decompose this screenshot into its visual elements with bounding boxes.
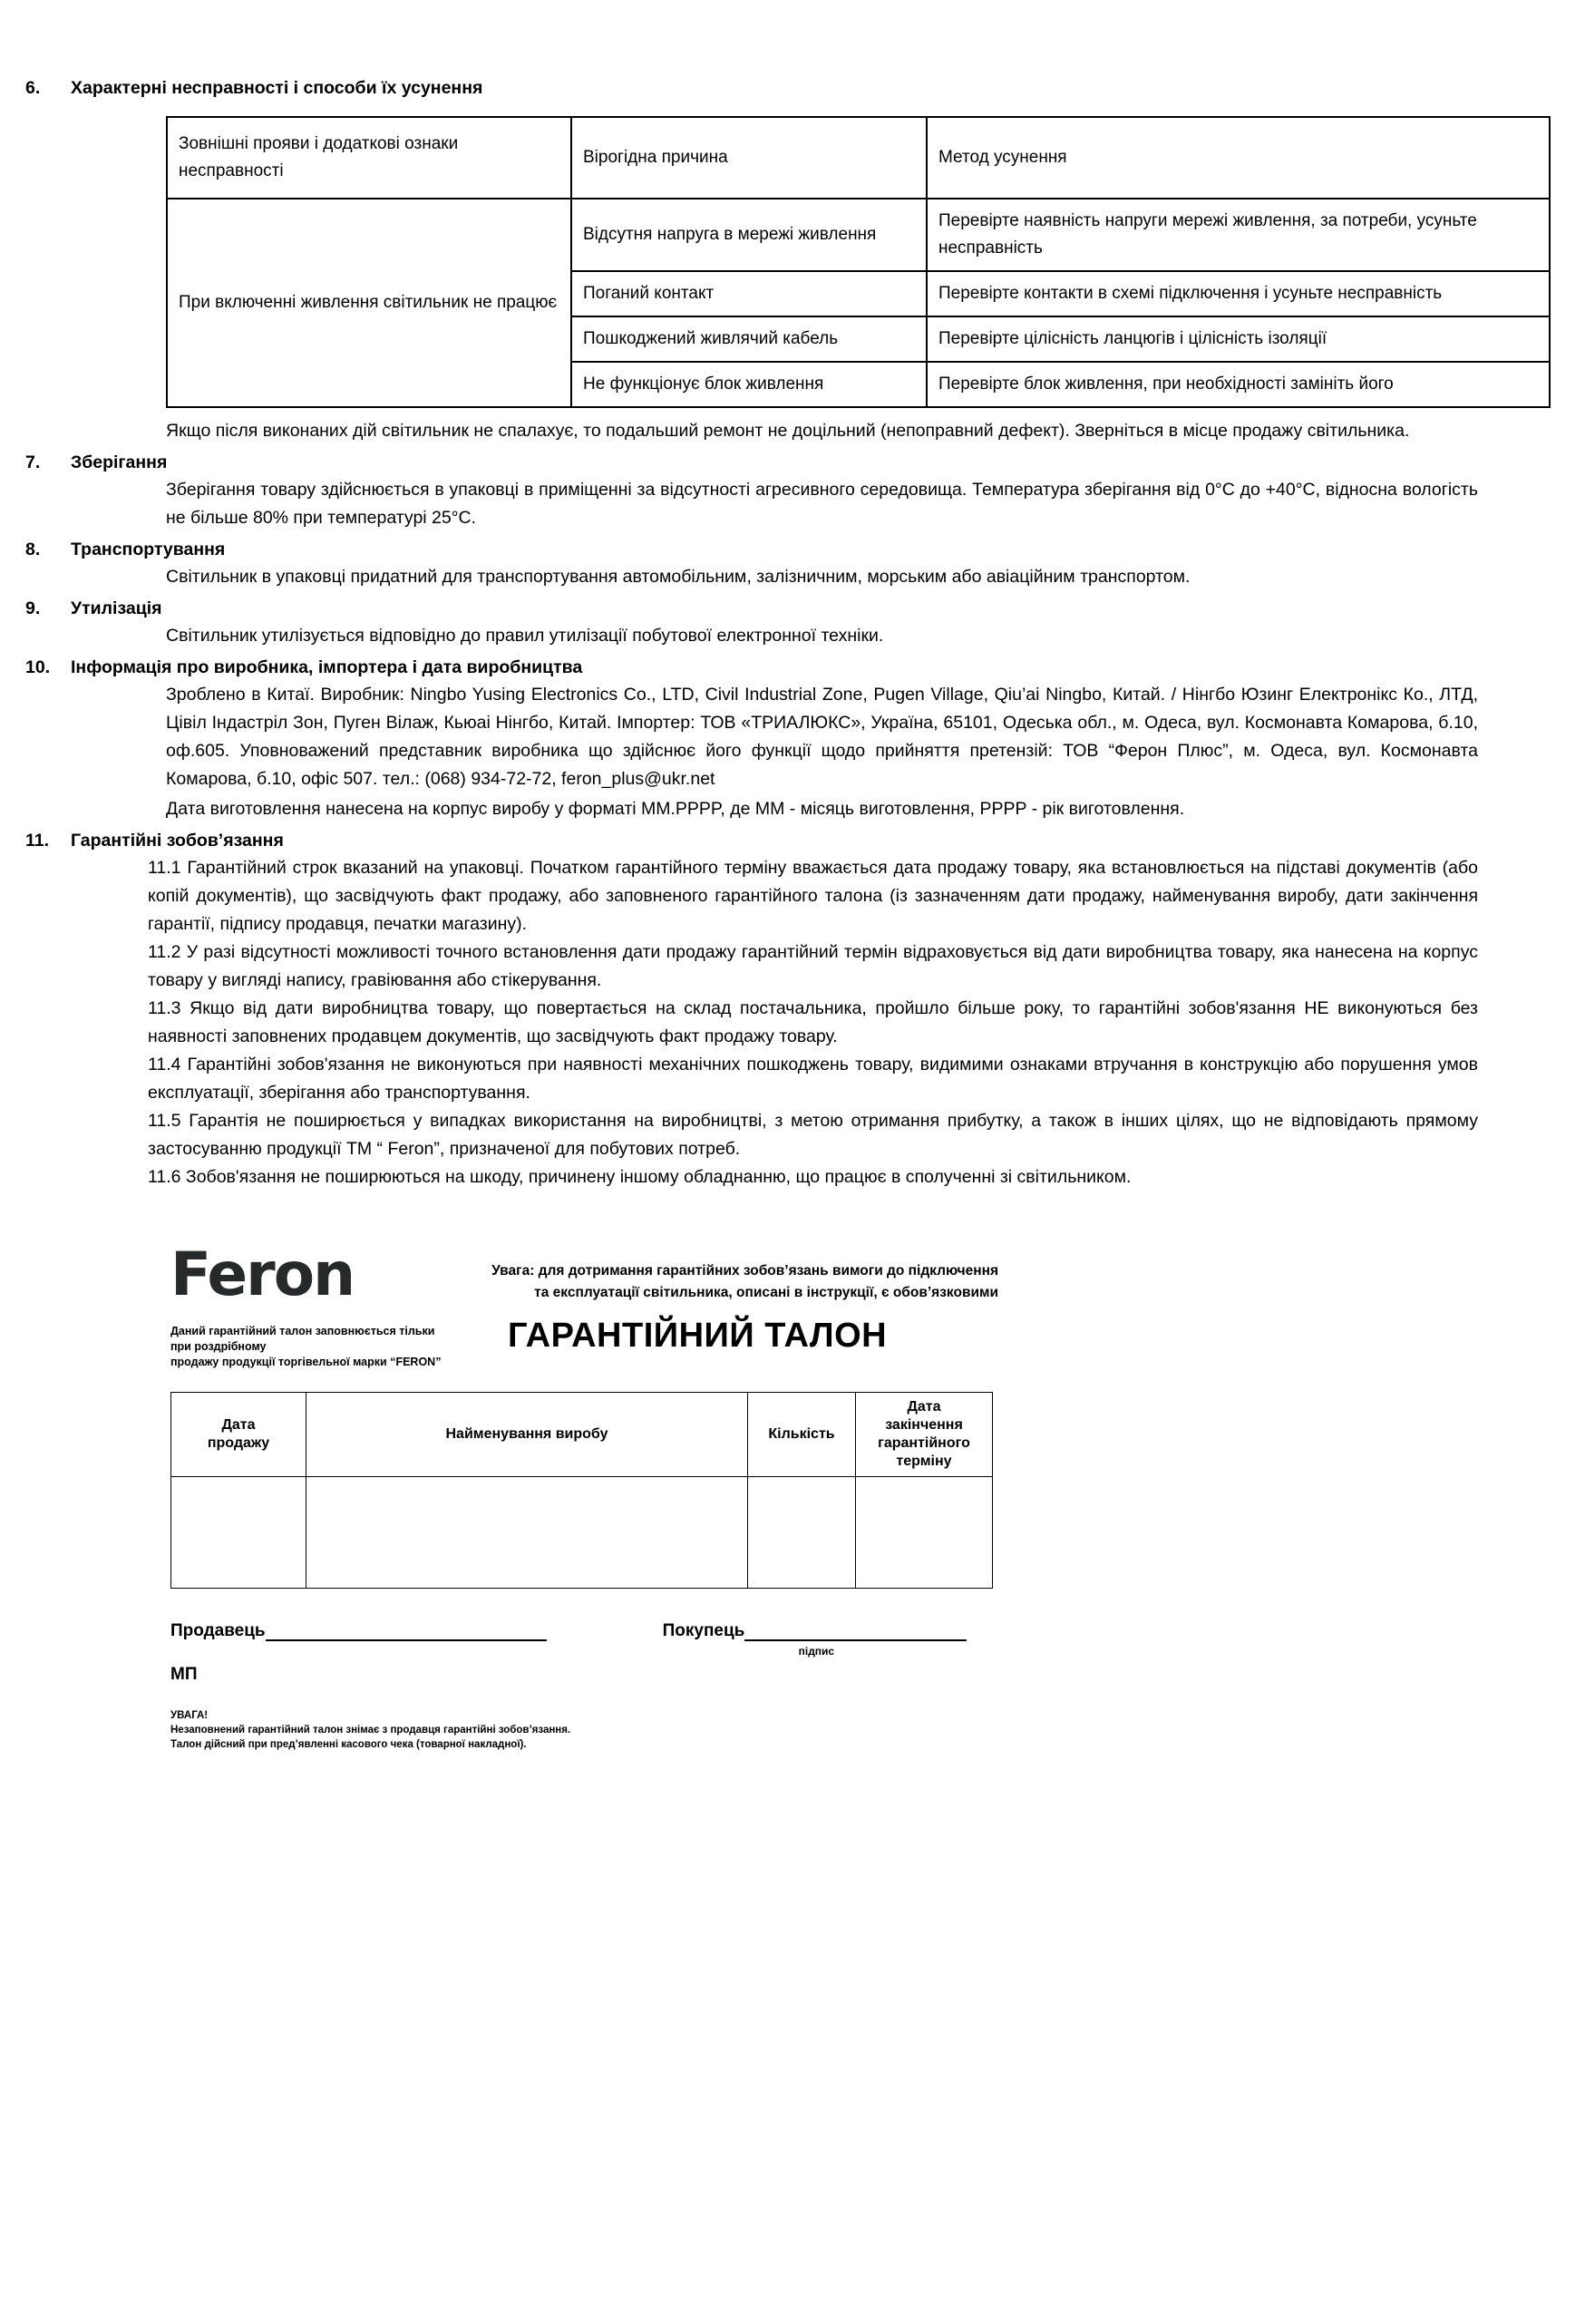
section-number: 6. (25, 78, 41, 98)
attention-block (170, 1708, 1435, 1752)
cell-product-name[interactable] (306, 1477, 748, 1589)
feron-logo: Feron (170, 1240, 355, 1309)
warranty-clause: 11.4 Гарантійні зобов'язання не виконуються при наявності механічних пошкоджень товару, видимими ознаками втручання в конструкцію або порушення умов експлуатації, зберігання або транспортування. (148, 1055, 1478, 1103)
warranty-clause: 11.3 Якщо від дати виробництва товару, що повертається на склад постачальника, пройшло більше року, то гарантійні зобов'язання НЕ виконуються без наявності заповнених продавцем документів, що засвідчують факт продажу товару. (148, 998, 1478, 1046)
header-warranty-end-line-4: терміну (896, 1454, 952, 1469)
warranty-table-header-row (171, 1393, 993, 1477)
warranty-card-title: ГАРАНТІЙНИЙ ТАЛОН (508, 1317, 888, 1355)
section-heading-6 (0, 74, 1585, 102)
warranty-clause: 11.2 У разі відсутності можливості точного встановлення дати продажу гарантійний термін відраховується від дати виробництва товару, яка нанесена на корпус товару у вигляді напису, гравіювання або стікерування. (148, 942, 1478, 990)
cell-cause: Поганий контакт (571, 271, 927, 316)
buyer-label: Покупець (662, 1621, 745, 1640)
header-symptom: Зовнішні прояви і додаткові ознаки несправності (167, 117, 571, 199)
section-heading-11 (0, 827, 1585, 854)
retail-note (170, 1324, 442, 1370)
cell-date-of-sale[interactable] (171, 1477, 306, 1589)
cell-cause: Не функціонує блок живлення (571, 362, 927, 407)
storage-text: Зберігання товару здійснюється в упаковці в приміщенні за відсутності агресивного середовища. Температура зберігання від 0°С до +40°С, відносна вологість не більше 80% при температурі 25°С. (166, 480, 1478, 528)
storage-text-wrapper (166, 476, 1478, 532)
seller-label: Продавець (170, 1621, 266, 1640)
cell-cause: Відсутня напруга в мережі живлення (571, 199, 927, 271)
warranty-notice-line-2: та експлуатації світильника, описані в інструкції, є обов’язковими (534, 1285, 998, 1300)
header-warranty-end-line-2: закінчення (885, 1417, 963, 1433)
section-heading-8 (0, 536, 1585, 563)
cell-remedy: Перевірте контакти в схемі підключення і усуньте несправність (927, 271, 1550, 316)
warranty-clause: 11.1 Гарантійний строк вказаний на упаковці. Початком гарантійного терміну вважається дата продажу товару, яка встановлюється на підставі документів (або копій документів), що засвідчують факт продажу, або заповненого гарантійного талона (із зазначенням дати продажу, найменування виробу, дати закінчення гарантії, підпису продавця, печатки магазину). (148, 858, 1478, 934)
transport-text-wrapper (166, 563, 1478, 591)
section-number: 10. (25, 657, 51, 677)
retail-note-line-2: продажу продукції торгівельної марки “FERON” (170, 1356, 442, 1368)
signature-row (170, 1621, 1435, 1658)
section-heading-7 (0, 449, 1585, 476)
cell-warranty-end-date[interactable] (856, 1477, 993, 1589)
signature-caption: підпис (798, 1645, 835, 1658)
manufacturer-wrapper (166, 681, 1478, 823)
attention-line-1: Незаповнений гарантійний талон знімає з продавця гарантійні зобов’язання. (170, 1725, 571, 1736)
faults-table-wrapper (166, 116, 1478, 408)
header-date-of-sale (171, 1393, 306, 1477)
section-title: Утилізація (71, 598, 162, 618)
attention-line-2: Талон дійсний при пред’явленні касового чека (товарної накладної). (170, 1739, 527, 1750)
buyer-signature-line[interactable] (744, 1621, 967, 1641)
cell-symptom: При включенні живлення світильник не працює (167, 199, 571, 407)
buyer-signature-block (662, 1621, 968, 1658)
warranty-card-header (166, 1240, 1435, 1308)
header-warranty-end-line-3: гарантійного (878, 1435, 970, 1451)
manufacturer-text: Зроблено в Китаї. Виробник: Ningbo Yusing Electronics Co., LTD, Civil Industrial Zone, Pugen Village, Qiu’ai Ningbo, Китай. / Нінгбо Юзинг Електронікс Ко., ЛТД, Цівіл Індастріл Зон, Пуген Вілаж, Кьюаі Нінгбо, Китай. Імпортер: ТОВ «ТРИАЛЮКС», Україна, 65101, Одеська обл., м. Одеса, вул. Космонавта Комарова, б.10, оф.605. Уповноважений представник виробника що здійснює його функції щодо прийняття претензій: ТОВ “Ферон Плюс”, м. Одеса, вул. Космонавта Комарова, б.10, офіс 507. тел.: (068) 934-72-72, feron_plus@ukr.net (166, 685, 1478, 789)
header-date-of-sale-line-1: Дата (221, 1417, 256, 1433)
warranty-table-row (171, 1477, 993, 1589)
cell-cause: Пошкоджений живлячий кабель (571, 316, 927, 362)
after-table-note-wrapper (166, 417, 1478, 445)
cell-remedy: Перевірте блок живлення, при необхідності замініть його (927, 362, 1550, 407)
seller-signature-block (170, 1621, 547, 1641)
table-header-row (167, 117, 1550, 199)
cell-quantity[interactable] (748, 1477, 856, 1589)
header-product-name: Найменування виробу (306, 1393, 748, 1477)
warranty-clause: 11.5 Гарантія не поширюється у випадках використання на виробництві, з метою отримання прибутку, а також в інших цілях, що не відповідають прямому застосуванню продукції ТМ “ Feron”, призначеної для побутових потреб. (148, 1111, 1478, 1159)
header-quantity: Кількість (748, 1393, 856, 1477)
section-title: Гарантійні зобов’язання (71, 831, 284, 851)
document-page (0, 74, 1585, 2324)
section-title: Інформація про виробника, імпортера і дата виробництва (71, 657, 583, 677)
section-number: 7. (25, 452, 41, 472)
section-title: Характерні несправності і способи їх усунення (71, 78, 483, 98)
header-cause: Вірогідна причина (571, 117, 927, 199)
warranty-clause: 11.6 Зобов'язання не поширюються на шкоду, причинену іншому обладнанню, що працює в сполученні зі світильником. (148, 1167, 1132, 1187)
warranty-notice-line-1: Увага: для дотримання гарантійних зобов’язань вимоги до підключення (491, 1263, 998, 1279)
warranty-card-subheader (166, 1315, 1435, 1370)
cell-remedy: Перевірте цілісність ланцюгів і цілісність ізоляції (927, 316, 1550, 362)
warranty-card (166, 1240, 1435, 1752)
section-number: 9. (25, 598, 41, 618)
warranty-coupon-table (170, 1392, 993, 1589)
warranty-notice (456, 1260, 998, 1304)
after-table-note: Якщо після виконаних дій світильник не спалахує, то подальший ремонт не доцільний (непоправний дефект). Зверніться в місце продажу світильника. (166, 421, 1410, 441)
header-warranty-end-line-1: Дата (907, 1399, 941, 1415)
stamp-place-label: МП (170, 1665, 198, 1684)
header-warranty-end-date (856, 1393, 993, 1477)
header-remedy: Метод усунення (927, 117, 1550, 199)
section-number: 11. (25, 831, 50, 851)
section-number: 8. (25, 540, 41, 559)
section-heading-9 (0, 595, 1585, 622)
manufacture-date-text: Дата виготовлення нанесена на корпус виробу у форматі MM.PPPP, де MM - місяць виготовлення, PPPP - рік виготовлення. (166, 799, 1185, 819)
warranty-clauses (148, 854, 1478, 1191)
transport-text: Світильник в упаковці придатний для транспортування автомобільним, залізничним, морським або авіаційним транспортом. (166, 567, 1191, 587)
attention-title: УВАГА! (170, 1710, 209, 1721)
faults-table (166, 116, 1551, 408)
cell-remedy: Перевірте наявність напруги мережі живлення, за потреби, усуньте несправність (927, 199, 1550, 271)
section-heading-10 (0, 654, 1585, 681)
seller-signature-line[interactable] (266, 1621, 547, 1641)
section-title: Зберігання (71, 452, 168, 472)
header-date-of-sale-line-2: продажу (207, 1435, 270, 1451)
section-title: Транспортування (71, 540, 226, 559)
utilization-text-wrapper (166, 622, 1478, 650)
table-row (167, 199, 1550, 271)
utilization-text: Світильник утилізується відповідно до правил утилізації побутової електронної техніки. (166, 626, 884, 646)
retail-note-line-1: Даний гарантійний талон заповнюється тільки при роздрібному (170, 1325, 435, 1353)
